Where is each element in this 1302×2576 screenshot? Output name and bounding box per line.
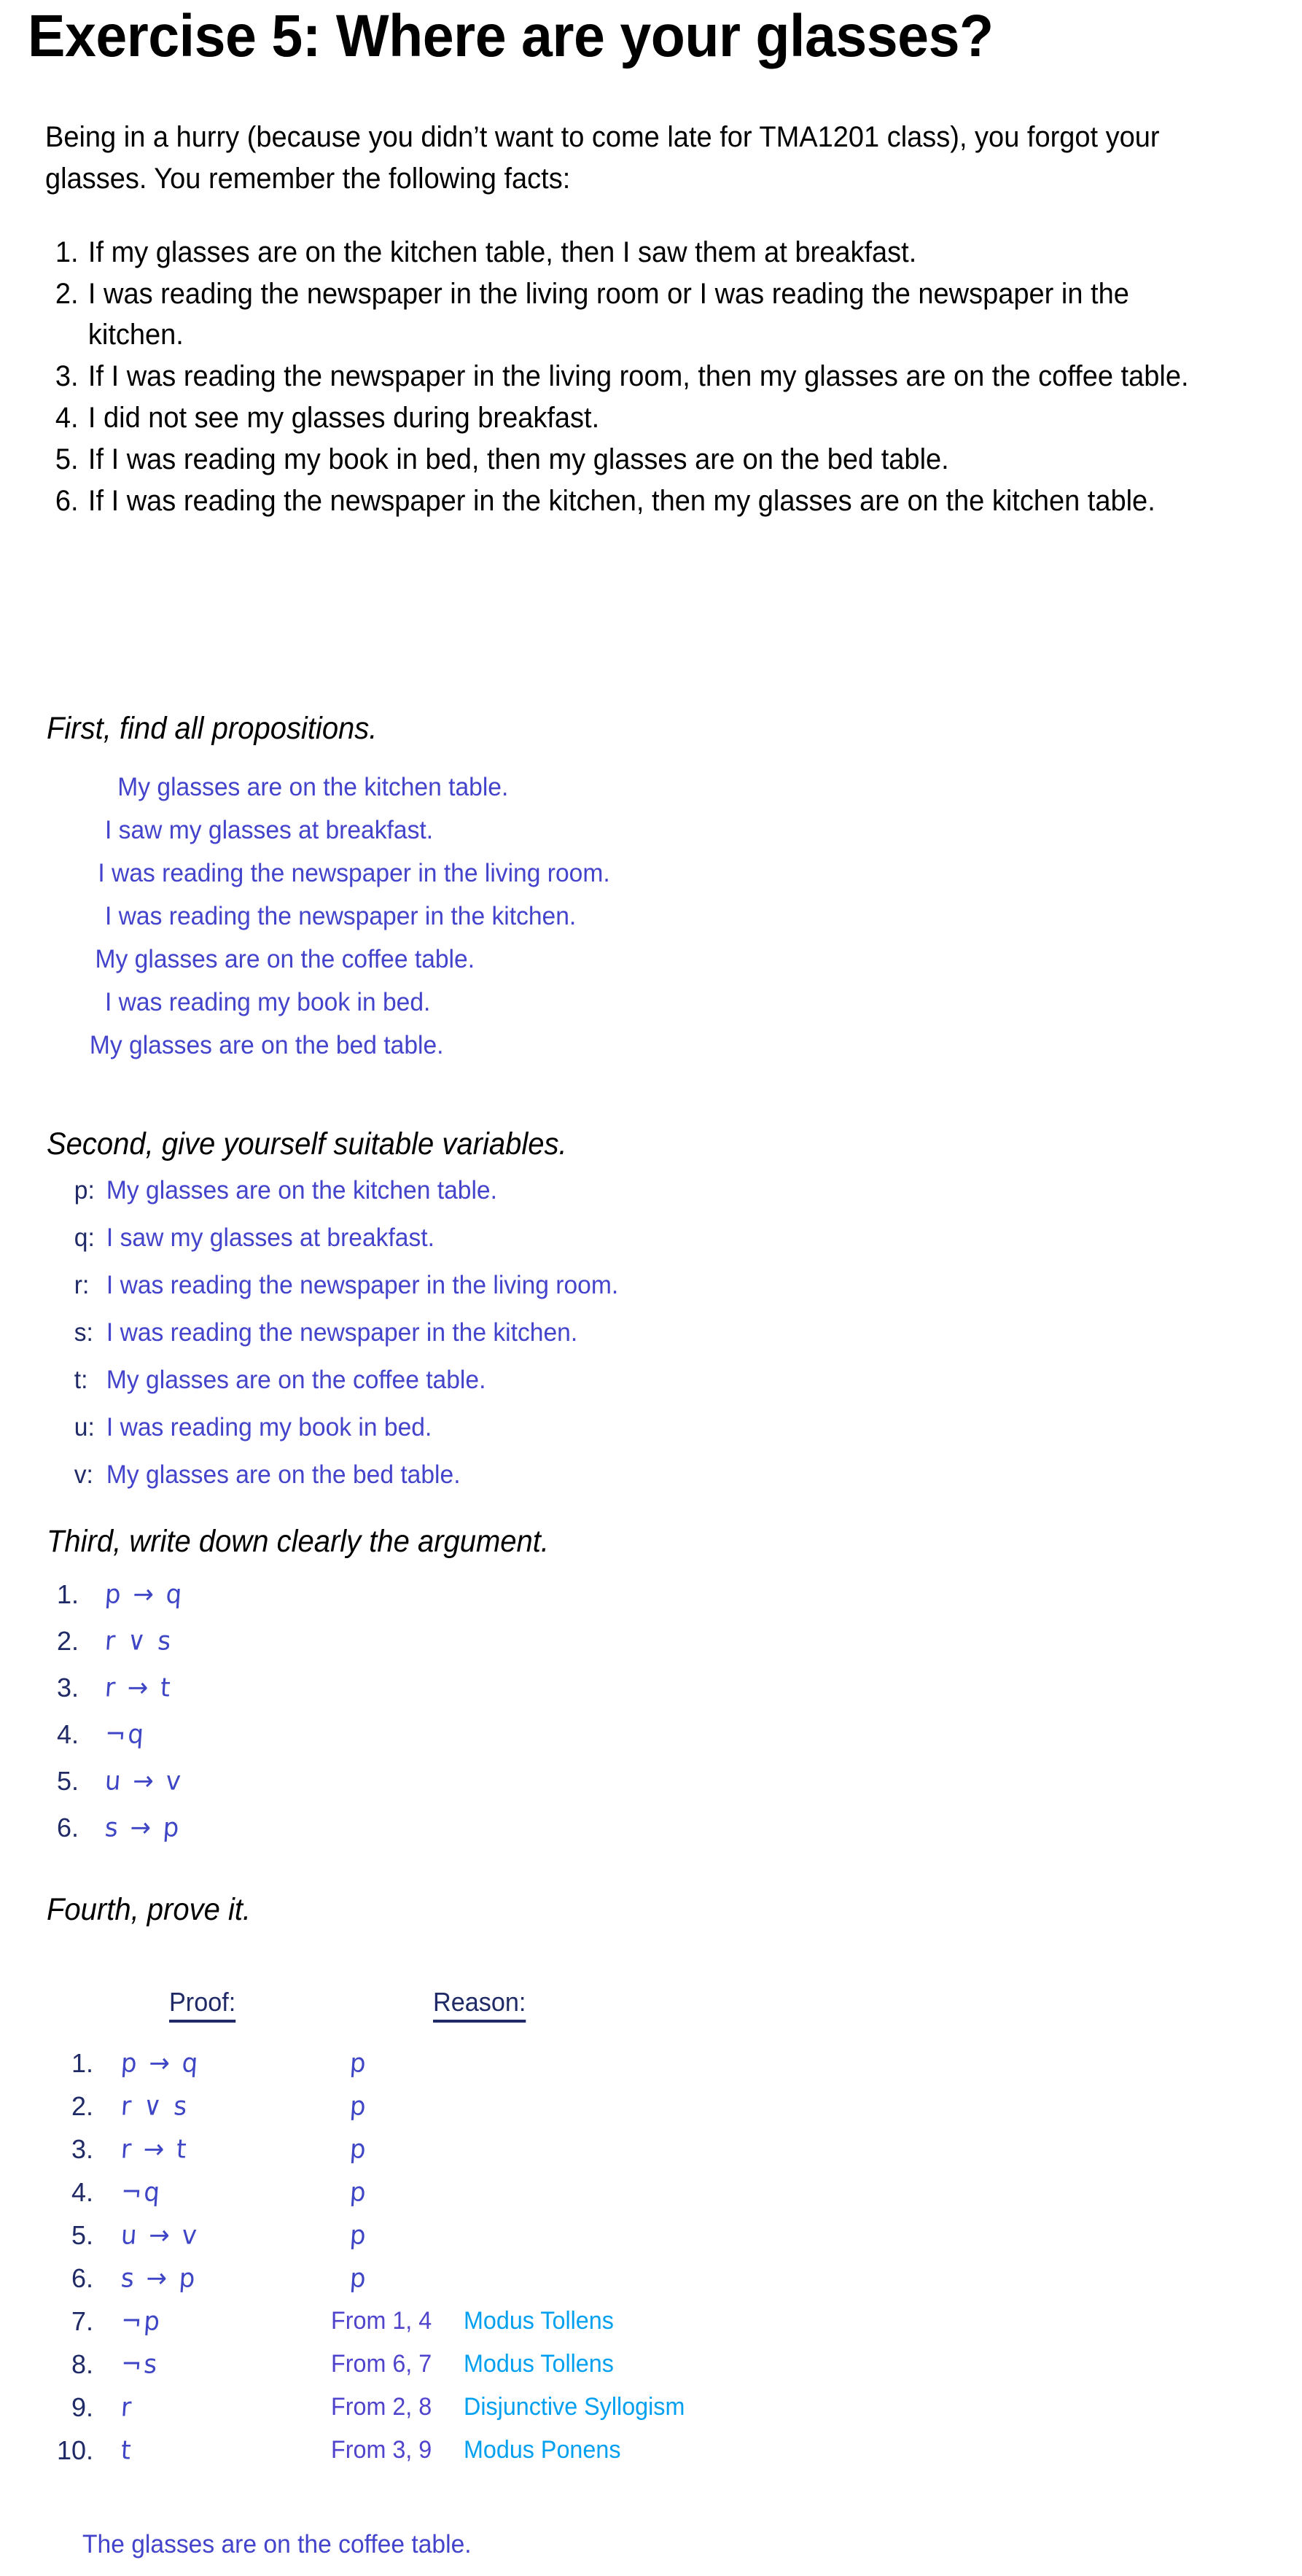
proof-row (0, 2085, 1021, 2128)
reason-column-header: Reason: (433, 1987, 526, 2023)
fact-number: 6. (55, 485, 79, 517)
reason-rule-name: Modus Tollens (464, 2350, 614, 2378)
proposition-item: My glasses are on the kitchen table. (117, 773, 509, 801)
fact-text: I was reading the newspaper in the living room or I was reading the newspaper in the kitchen. (87, 278, 1129, 351)
fact-text: If my glasses are on the kitchen table, then I saw them at breakfast. (87, 236, 917, 268)
variable-item (0, 1167, 770, 1214)
reason-rule-name: Modus Ponens (464, 2436, 621, 2464)
argument-number: 4. (56, 1719, 79, 1749)
variable-item (0, 1356, 770, 1404)
fact-number: 3. (55, 360, 79, 392)
variable-item (0, 1214, 770, 1261)
proof-row (0, 2343, 1021, 2386)
variable-key: u: (74, 1413, 95, 1441)
intro-paragraph: Being in a hurry (because you didn’t want to come late for TMA1201 class), you forgot your glasses. You remember the following facts: (45, 121, 1160, 195)
proof-row (0, 2429, 1021, 2472)
argument-number: 2. (56, 1626, 79, 1656)
conclusion-text: The glasses are on the coffee table. (82, 2530, 472, 2559)
proof-row (0, 2386, 1021, 2429)
fact-item (45, 439, 1195, 480)
proof-formula: r (120, 2392, 135, 2423)
proof-reason-cell (331, 2178, 1021, 2207)
fact-item (45, 480, 1195, 521)
section-heading-second: Second, give yourself suitable variables. (47, 1126, 567, 1161)
proof-formula-cell (105, 2135, 331, 2164)
proof-step-number: 1. (71, 2047, 93, 2078)
proposition-item: My glasses are on the bed table. (89, 1031, 444, 1059)
variable-description: I saw my glasses at breakfast. (106, 1223, 434, 1252)
variable-key: s: (74, 1318, 93, 1347)
reason-from-steps: From 6, 7 (331, 2350, 432, 2378)
variable-key: t: (74, 1366, 88, 1394)
variable-item (0, 1451, 770, 1498)
argument-number: 1. (56, 1579, 79, 1609)
variable-item (0, 1261, 770, 1309)
proof-reason-cell (331, 2393, 1021, 2421)
reason-premise: p (348, 2262, 367, 2294)
proposition-item: My glasses are on the coffee table. (95, 945, 475, 973)
proof-formula-cell (105, 2221, 331, 2250)
reason-premise: p (348, 2047, 367, 2079)
proof-formula-cell (105, 2350, 331, 2379)
proof-formula: r ∨ s (120, 2090, 190, 2122)
proof-step-number: 5. (71, 2219, 93, 2250)
argument-item (0, 1758, 583, 1805)
proof-table-headers (0, 1987, 656, 2031)
argument-formula: u → v (104, 1766, 184, 1797)
proof-formula-cell (105, 2092, 331, 2121)
variable-description: I was reading the newspaper in the living room. (106, 1271, 619, 1299)
fact-item (45, 356, 1195, 397)
fact-number: 4. (55, 402, 79, 434)
proof-formula: ¬q (120, 2176, 163, 2208)
fact-number: 1. (55, 236, 79, 268)
proof-column-header: Proof: (169, 1987, 235, 2023)
fact-number: 2. (55, 278, 79, 310)
argument-list (0, 1571, 583, 1851)
proof-formula-cell (105, 2436, 331, 2465)
fact-item (45, 232, 1195, 273)
argument-item (0, 1618, 583, 1665)
proof-step-number: 8. (71, 2349, 93, 2379)
section-heading-first: First, find all propositions. (47, 711, 378, 746)
proposition-item: I saw my glasses at breakfast. (105, 816, 434, 844)
proposition-item: I was reading the newspaper in the living room. (98, 859, 610, 887)
argument-number: 3. (56, 1673, 79, 1703)
proof-formula: u → v (120, 2219, 200, 2251)
reason-from-steps: From 3, 9 (331, 2436, 432, 2464)
proof-table (0, 2042, 1021, 2472)
proof-formula: t (120, 2435, 134, 2466)
proof-step-number: 10. (56, 2435, 93, 2465)
proof-reason-cell (331, 2049, 1021, 2078)
proof-step-number: 9. (71, 2392, 93, 2422)
proof-formula: ¬p (120, 2305, 163, 2337)
variable-description: My glasses are on the bed table. (106, 1460, 461, 1489)
fact-text: If I was reading my book in bed, then my glasses are on the bed table. (87, 443, 949, 475)
argument-item (0, 1805, 583, 1851)
proof-row (0, 2042, 1021, 2085)
proof-reason-cell (331, 2307, 1021, 2335)
reason-premise: p (348, 2176, 367, 2208)
section-heading-third: Third, write down clearly the argument. (47, 1524, 550, 1559)
proof-row (0, 2257, 1021, 2300)
proof-formula-cell (105, 2178, 331, 2207)
argument-formula: p → q (104, 1579, 185, 1610)
proof-formula-cell (105, 2264, 331, 2293)
fact-text: If I was reading the newspaper in the kitchen, then my glasses are on the kitchen table. (87, 485, 1155, 517)
argument-number: 6. (56, 1813, 79, 1842)
proof-formula: ¬s (120, 2349, 160, 2380)
variables-list (0, 1167, 802, 1498)
proof-row (0, 2300, 1021, 2343)
variable-item (0, 1309, 770, 1356)
proposition-item: I was reading the newspaper in the kitchen. (105, 902, 577, 930)
page-title: Exercise 5: Where are your glasses? (28, 3, 994, 69)
proof-reason-cell (331, 2092, 1021, 2121)
reason-from-steps: From 1, 4 (331, 2307, 432, 2335)
variable-description: I was reading the newspaper in the kitchen. (106, 1318, 578, 1347)
fact-text: I did not see my glasses during breakfast. (87, 402, 600, 434)
proof-formula: p → q (120, 2047, 201, 2079)
proof-row (0, 2171, 1021, 2214)
variable-key: q: (74, 1223, 95, 1252)
section-heading-fourth: Fourth, prove it. (47, 1892, 252, 1927)
proof-reason-cell (331, 2135, 1021, 2164)
fact-item (45, 273, 1195, 355)
reason-rule-name: Modus Tollens (464, 2307, 614, 2335)
variable-description: My glasses are on the kitchen table. (106, 1176, 497, 1205)
argument-formula: ¬q (104, 1719, 147, 1750)
argument-formula: r → t (104, 1673, 174, 1703)
proposition-item: I was reading my book in bed. (105, 988, 431, 1016)
fact-item (45, 397, 1195, 438)
proof-row (0, 2128, 1021, 2171)
reason-rule-name: Disjunctive Syllogism (464, 2393, 685, 2421)
fact-text: If I was reading the newspaper in the living room, then my glasses are on the coffee table. (87, 360, 1189, 392)
reason-premise: p (348, 2090, 367, 2122)
argument-item (0, 1571, 583, 1618)
reason-premise: p (348, 2219, 367, 2251)
reason-premise: p (348, 2133, 367, 2165)
argument-number: 5. (56, 1766, 79, 1796)
fact-number: 5. (55, 443, 79, 475)
variable-key: r: (74, 1271, 90, 1299)
proof-step-number: 7. (71, 2305, 93, 2336)
variable-item (0, 1404, 770, 1451)
proof-formula: r → t (120, 2133, 190, 2165)
argument-item (0, 1665, 583, 1711)
proof-reason-cell (331, 2436, 1021, 2464)
argument-formula: s → p (104, 1813, 182, 1843)
proof-formula: s → p (120, 2262, 198, 2294)
argument-item (0, 1711, 583, 1758)
argument-formula: r ∨ s (104, 1626, 174, 1657)
proof-step-number: 6. (71, 2262, 93, 2293)
proof-formula-cell (105, 2393, 331, 2422)
variable-description: My glasses are on the coffee table. (106, 1366, 486, 1394)
variable-key: v: (74, 1460, 93, 1489)
proof-step-number: 4. (71, 2176, 93, 2207)
proof-step-number: 2. (71, 2090, 93, 2121)
proof-reason-cell (331, 2264, 1021, 2293)
variable-key: p: (74, 1176, 95, 1205)
proof-reason-cell (331, 2221, 1021, 2250)
facts-list (45, 232, 1195, 522)
variable-description: I was reading my book in bed. (106, 1413, 432, 1441)
proof-step-number: 3. (71, 2133, 93, 2164)
reason-from-steps: From 2, 8 (331, 2393, 432, 2421)
proof-formula-cell (105, 2307, 331, 2336)
propositions-list (0, 766, 729, 1067)
proof-reason-cell (331, 2350, 1021, 2378)
proof-formula-cell (105, 2049, 331, 2078)
proof-row (0, 2214, 1021, 2257)
